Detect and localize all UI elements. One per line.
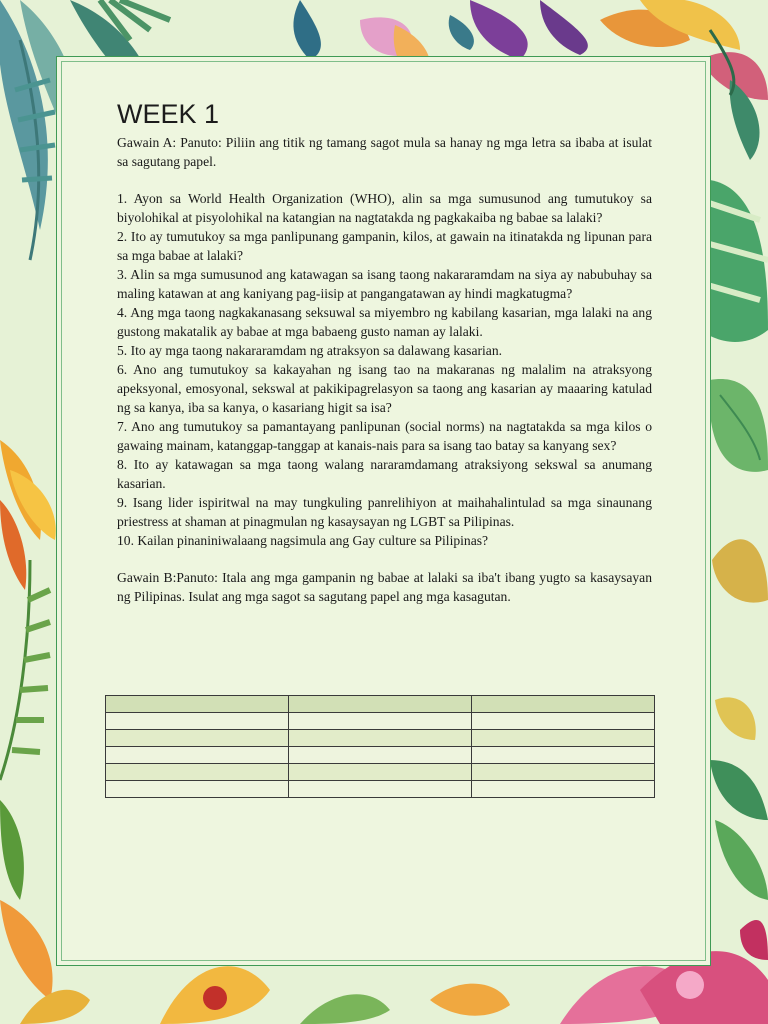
table-row <box>106 696 655 713</box>
table-cell[interactable] <box>106 696 289 713</box>
table-cell[interactable] <box>106 781 289 798</box>
question-item: 10. Kailan pinaniniwalaang nagsimula ang Gay culture sa Pilipinas? <box>117 533 489 548</box>
spacer <box>117 550 652 568</box>
question-item: 1. Ayon sa World Health Organization (WHO), alin sa mga sumusunod ang tumutukoy sa biyolohikal at pisyolohikal na katangian na nagtatakda ng pagkakaiba ng babae sa lalaki? <box>117 191 652 225</box>
question-item: 5. Ito ay mga taong nakararamdam ng atraksyon sa dalawang kasarian. <box>117 343 503 358</box>
table-cell[interactable] <box>472 781 655 798</box>
table-cell[interactable] <box>289 764 472 781</box>
gawain-b-instructions: Gawain B:Panuto: Itala ang mga gampanin ng babae at lalaki sa iba't ibang yugto sa kasaysayan ng Pilipinas. Isulat ang mga sagot sa sagutang papel ang mga kasagutan. <box>117 570 652 604</box>
question-item: 7. Ano ang tumutukoy sa pamantayang panlipunan (social norms) na nagtatakda sa mga kilos o gawaing mainam, katanggap-tanggap at kanais-nais para sa isang tao batay sa kanyang sex? <box>117 419 652 453</box>
worksheet-content <box>117 96 652 606</box>
table-cell[interactable] <box>472 764 655 781</box>
table-cell[interactable] <box>106 713 289 730</box>
question-item: 8. Ito ay katawagan sa mga taong walang nararamdamang atraksiyong sekswal sa anumang kasarian. <box>117 457 652 491</box>
table-cell[interactable] <box>289 713 472 730</box>
table-row <box>106 730 655 747</box>
table-cell[interactable] <box>472 696 655 713</box>
table-row <box>106 764 655 781</box>
spacer <box>117 171 652 189</box>
table-cell[interactable] <box>289 747 472 764</box>
table-cell[interactable] <box>289 730 472 747</box>
table-cell[interactable] <box>106 764 289 781</box>
table-row <box>106 713 655 730</box>
table-cell[interactable] <box>106 747 289 764</box>
table-row <box>106 781 655 798</box>
question-item: 4. Ang mga taong nagkakanasang seksuwal sa miyembro ng kabilang kasarian, mga lalaki na ang gustong makatalik ay babae at mga babaeng gusto naman ay lalaki. <box>117 305 652 339</box>
table-cell[interactable] <box>472 713 655 730</box>
question-list <box>117 189 652 550</box>
table-cell[interactable] <box>289 696 472 713</box>
answer-table-grid <box>105 695 655 798</box>
page-title: WEEK 1 <box>117 99 220 129</box>
table-cell[interactable] <box>472 730 655 747</box>
table-cell[interactable] <box>472 747 655 764</box>
question-item: 3. Alin sa mga sumusunod ang katawagan sa isang taong nakararamdam na siya ay nabubuhay sa maling katawan at ang kaniyang pag-iisip at pangangatawan ay hindi magkatugma? <box>117 267 652 301</box>
table-cell[interactable] <box>106 730 289 747</box>
gawain-a-instructions: Gawain A: Panuto: Piliin ang titik ng tamang sagot mula sa hanay ng mga letra sa ibaba at isulat sa sagutang papel. <box>117 135 652 169</box>
question-item: 6. Ano ang tumutukoy sa kakayahan ng isang tao na makaranas ng malalim na atraksyong apeksyonal, emosyonal, sekswal at pakikipagrelasyon sa taong ang kasarian ay maaaring katulad ng sa kanya, iba sa kanya, o kasariang higit sa isa? <box>117 362 652 415</box>
question-item: 2. Ito ay tumutukoy sa mga panlipunang gampanin, kilos, at gawain na itinatakda ng lipunan para sa mga babae at lalaki? <box>117 229 652 263</box>
answer-table <box>105 695 655 798</box>
question-item: 9. Isang lider ispiritwal na may tungkuling panrelihiyon at maihahalintulad sa mga sinaunang priestress at shaman at pinagmulan ng kasaysayan ng LGBT sa Pilipinas. <box>117 495 652 529</box>
table-cell[interactable] <box>289 781 472 798</box>
table-row <box>106 747 655 764</box>
